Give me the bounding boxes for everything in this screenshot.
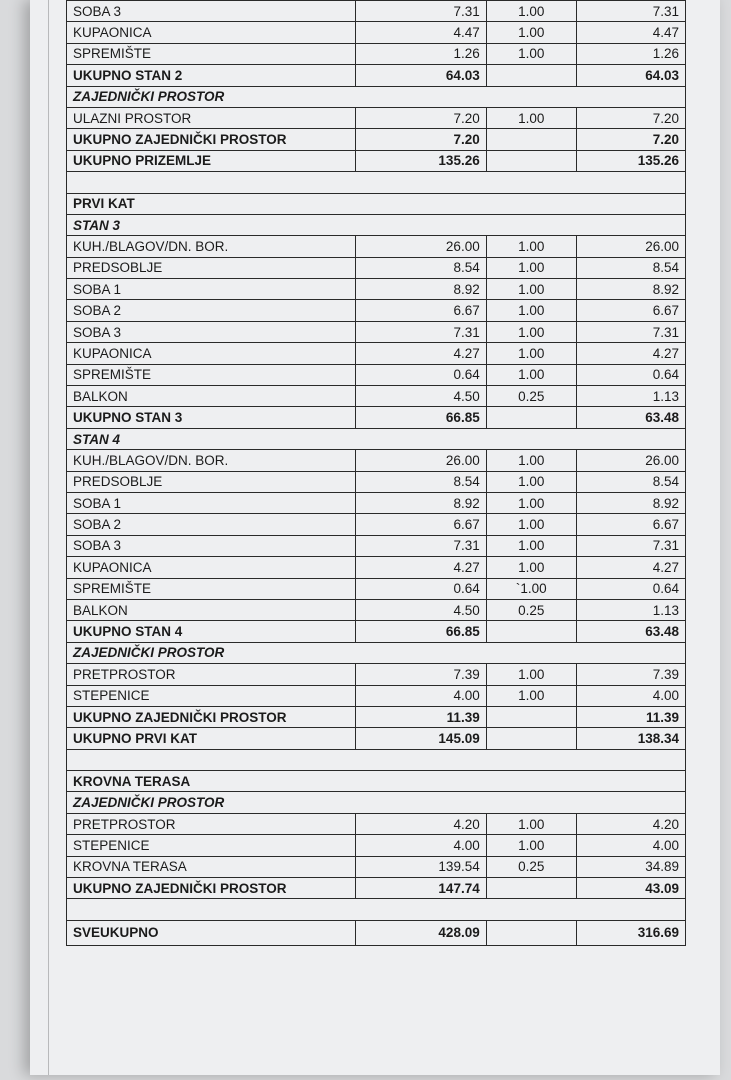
net-area-cell: 4.27 [576, 343, 685, 364]
coefficient-cell: 1.00 [486, 279, 576, 300]
room-name-cell: SOBA 1 [67, 279, 356, 300]
coefficient-cell: 1.00 [486, 471, 576, 492]
area-cell: 135.26 [356, 150, 486, 171]
area-cell: 428.09 [356, 920, 486, 945]
table-row [67, 471, 686, 492]
room-name-cell: SOBA 1 [67, 492, 356, 513]
area-cell: 4.50 [356, 386, 486, 407]
area-cell: 8.92 [356, 279, 486, 300]
coefficient-cell: 1.00 [486, 685, 576, 706]
table-row [67, 22, 686, 43]
net-area-cell: 4.00 [576, 835, 685, 856]
table-row [67, 236, 686, 257]
table-row [67, 664, 686, 685]
room-name-cell: STEPENICE [67, 685, 356, 706]
net-area-cell: 4.47 [576, 22, 685, 43]
area-cell: 0.64 [356, 578, 486, 599]
coefficient-cell [486, 65, 576, 86]
table-row [67, 685, 686, 706]
area-cell: 4.20 [356, 813, 486, 834]
coefficient-cell [486, 150, 576, 171]
coefficient-cell: 1.00 [486, 43, 576, 64]
spacer-row [67, 172, 686, 193]
net-area-cell: 0.64 [576, 364, 685, 385]
area-table-body [67, 1, 686, 946]
room-name-cell: UKUPNO ZAJEDNIČKI PROSTOR [67, 706, 356, 727]
room-name-cell: SVEUKUPNO [67, 920, 356, 945]
table-row [67, 813, 686, 834]
room-name-cell: UKUPNO PRIZEMLJE [67, 150, 356, 171]
room-name-cell: SPREMIŠTE [67, 578, 356, 599]
area-cell: 4.47 [356, 22, 486, 43]
section-row [67, 214, 686, 235]
coefficient-cell: `1.00 [486, 578, 576, 599]
room-name-cell: BALKON [67, 599, 356, 620]
net-area-cell: 0.64 [576, 578, 685, 599]
room-name-cell: PRETPROSTOR [67, 664, 356, 685]
net-area-cell: 64.03 [576, 65, 685, 86]
net-area-cell: 7.20 [576, 129, 685, 150]
area-table [66, 0, 686, 946]
table-row [67, 364, 686, 385]
room-name-cell: KUH./BLAGOV/DN. BOR. [67, 236, 356, 257]
room-name-cell: UKUPNO ZAJEDNIČKI PROSTOR [67, 878, 356, 899]
coefficient-cell: 1.00 [486, 813, 576, 834]
table-row [67, 835, 686, 856]
coefficient-cell: 1.00 [486, 492, 576, 513]
section-row [67, 428, 686, 449]
net-area-cell: 4.20 [576, 813, 685, 834]
coefficient-cell: 0.25 [486, 856, 576, 877]
table-row [67, 279, 686, 300]
section-title: STAN 3 [67, 214, 686, 235]
coefficient-cell: 1.00 [486, 664, 576, 685]
coefficient-cell [486, 129, 576, 150]
room-name-cell: UKUPNO STAN 4 [67, 621, 356, 642]
area-cell: 4.27 [356, 557, 486, 578]
net-area-cell: 135.26 [576, 150, 685, 171]
net-area-cell: 8.92 [576, 492, 685, 513]
room-name-cell: KROVNA TERASA [67, 856, 356, 877]
net-area-cell: 7.31 [576, 1, 685, 22]
room-name-cell: KUPAONICA [67, 343, 356, 364]
area-cell: 145.09 [356, 728, 486, 749]
header-title: KROVNA TERASA [67, 771, 686, 792]
table-row [67, 557, 686, 578]
net-area-cell: 138.34 [576, 728, 685, 749]
table-row [67, 321, 686, 342]
total-row [67, 728, 686, 749]
spacer-cell [67, 899, 686, 920]
area-cell: 6.67 [356, 514, 486, 535]
room-name-cell: PREDSOBLJE [67, 471, 356, 492]
net-area-cell: 7.20 [576, 107, 685, 128]
coefficient-cell [486, 920, 576, 945]
net-area-cell: 4.27 [576, 557, 685, 578]
table-row [67, 514, 686, 535]
coefficient-cell: 1.00 [486, 321, 576, 342]
total-row [67, 621, 686, 642]
room-name-cell: UKUPNO STAN 3 [67, 407, 356, 428]
table-row [67, 492, 686, 513]
net-area-cell: 6.67 [576, 514, 685, 535]
area-cell: 7.20 [356, 129, 486, 150]
coefficient-cell: 1.00 [486, 257, 576, 278]
area-cell: 7.20 [356, 107, 486, 128]
coefficient-cell [486, 878, 576, 899]
room-name-cell: PREDSOBLJE [67, 257, 356, 278]
net-area-cell: 26.00 [576, 236, 685, 257]
net-area-cell: 8.92 [576, 279, 685, 300]
header-row [67, 771, 686, 792]
coefficient-cell: 1.00 [486, 1, 576, 22]
coefficient-cell: 1.00 [486, 835, 576, 856]
section-row [67, 792, 686, 813]
net-area-cell: 43.09 [576, 878, 685, 899]
net-area-cell: 4.00 [576, 685, 685, 706]
section-title: ZAJEDNIČKI PROSTOR [67, 792, 686, 813]
net-area-cell: 34.89 [576, 856, 685, 877]
area-cell: 7.39 [356, 664, 486, 685]
coefficient-cell: 1.00 [486, 300, 576, 321]
room-name-cell: BALKON [67, 386, 356, 407]
area-cell: 1.26 [356, 43, 486, 64]
table-row [67, 107, 686, 128]
area-cell: 7.31 [356, 321, 486, 342]
coefficient-cell [486, 706, 576, 727]
coefficient-cell: 1.00 [486, 450, 576, 471]
area-cell: 6.67 [356, 300, 486, 321]
area-cell: 147.74 [356, 878, 486, 899]
section-title: STAN 4 [67, 428, 686, 449]
spacer-row [67, 749, 686, 770]
area-cell: 11.39 [356, 706, 486, 727]
room-name-cell: PRETPROSTOR [67, 813, 356, 834]
coefficient-cell: 1.00 [486, 236, 576, 257]
room-name-cell: SOBA 2 [67, 514, 356, 535]
table-row [67, 599, 686, 620]
area-cell: 8.92 [356, 492, 486, 513]
room-name-cell: KUPAONICA [67, 557, 356, 578]
net-area-cell: 7.31 [576, 321, 685, 342]
net-area-cell: 11.39 [576, 706, 685, 727]
area-cell: 7.31 [356, 1, 486, 22]
room-name-cell: SPREMIŠTE [67, 43, 356, 64]
spacer-cell [67, 172, 686, 193]
table-row [67, 1, 686, 22]
room-name-cell: ULAZNI PROSTOR [67, 107, 356, 128]
spacer-row [67, 899, 686, 920]
table-row [67, 343, 686, 364]
coefficient-cell: 1.00 [486, 514, 576, 535]
table-row [67, 386, 686, 407]
room-name-cell: SOBA 2 [67, 300, 356, 321]
net-area-cell: 7.31 [576, 535, 685, 556]
room-name-cell: SOBA 3 [67, 535, 356, 556]
table-row [67, 43, 686, 64]
room-name-cell: STEPENICE [67, 835, 356, 856]
table-row [67, 257, 686, 278]
section-row [67, 86, 686, 107]
net-area-cell: 316.69 [576, 920, 685, 945]
spacer-cell [67, 749, 686, 770]
area-cell: 7.31 [356, 535, 486, 556]
coefficient-cell [486, 621, 576, 642]
room-name-cell: SOBA 3 [67, 321, 356, 342]
grand-row [67, 920, 686, 945]
coefficient-cell: 1.00 [486, 343, 576, 364]
net-area-cell: 1.13 [576, 386, 685, 407]
total-row [67, 706, 686, 727]
table-row [67, 300, 686, 321]
net-area-cell: 1.13 [576, 599, 685, 620]
area-cell: 26.00 [356, 236, 486, 257]
area-cell: 8.54 [356, 257, 486, 278]
area-cell: 8.54 [356, 471, 486, 492]
coefficient-cell: 0.25 [486, 386, 576, 407]
total-row [67, 878, 686, 899]
table-row [67, 450, 686, 471]
coefficient-cell [486, 407, 576, 428]
header-row [67, 193, 686, 214]
room-name-cell: SPREMIŠTE [67, 364, 356, 385]
net-area-cell: 8.54 [576, 257, 685, 278]
table-row [67, 856, 686, 877]
net-area-cell: 63.48 [576, 407, 685, 428]
net-area-cell: 26.00 [576, 450, 685, 471]
header-title: PRVI KAT [67, 193, 686, 214]
section-title: ZAJEDNIČKI PROSTOR [67, 642, 686, 663]
room-name-cell: KUPAONICA [67, 22, 356, 43]
area-cell: 0.64 [356, 364, 486, 385]
page-margin-line [48, 0, 49, 1075]
coefficient-cell: 1.00 [486, 22, 576, 43]
net-area-cell: 63.48 [576, 621, 685, 642]
total-row [67, 65, 686, 86]
coefficient-cell: 1.00 [486, 535, 576, 556]
area-cell: 66.85 [356, 407, 486, 428]
section-row [67, 642, 686, 663]
table-row [67, 535, 686, 556]
room-name-cell: UKUPNO ZAJEDNIČKI PROSTOR [67, 129, 356, 150]
coefficient-cell [486, 728, 576, 749]
net-area-cell: 1.26 [576, 43, 685, 64]
area-cell: 4.00 [356, 685, 486, 706]
area-cell: 139.54 [356, 856, 486, 877]
area-cell: 4.50 [356, 599, 486, 620]
area-cell: 4.27 [356, 343, 486, 364]
section-title: ZAJEDNIČKI PROSTOR [67, 86, 686, 107]
coefficient-cell: 0.25 [486, 599, 576, 620]
net-area-cell: 6.67 [576, 300, 685, 321]
coefficient-cell: 1.00 [486, 364, 576, 385]
area-cell: 66.85 [356, 621, 486, 642]
total-row [67, 150, 686, 171]
room-name-cell: UKUPNO STAN 2 [67, 65, 356, 86]
area-cell: 26.00 [356, 450, 486, 471]
coefficient-cell: 1.00 [486, 557, 576, 578]
total-row [67, 129, 686, 150]
total-row [67, 407, 686, 428]
net-area-cell: 8.54 [576, 471, 685, 492]
table-row [67, 578, 686, 599]
room-name-cell: UKUPNO PRVI KAT [67, 728, 356, 749]
area-cell: 64.03 [356, 65, 486, 86]
room-name-cell: KUH./BLAGOV/DN. BOR. [67, 450, 356, 471]
coefficient-cell: 1.00 [486, 107, 576, 128]
area-cell: 4.00 [356, 835, 486, 856]
net-area-cell: 7.39 [576, 664, 685, 685]
room-name-cell: SOBA 3 [67, 1, 356, 22]
